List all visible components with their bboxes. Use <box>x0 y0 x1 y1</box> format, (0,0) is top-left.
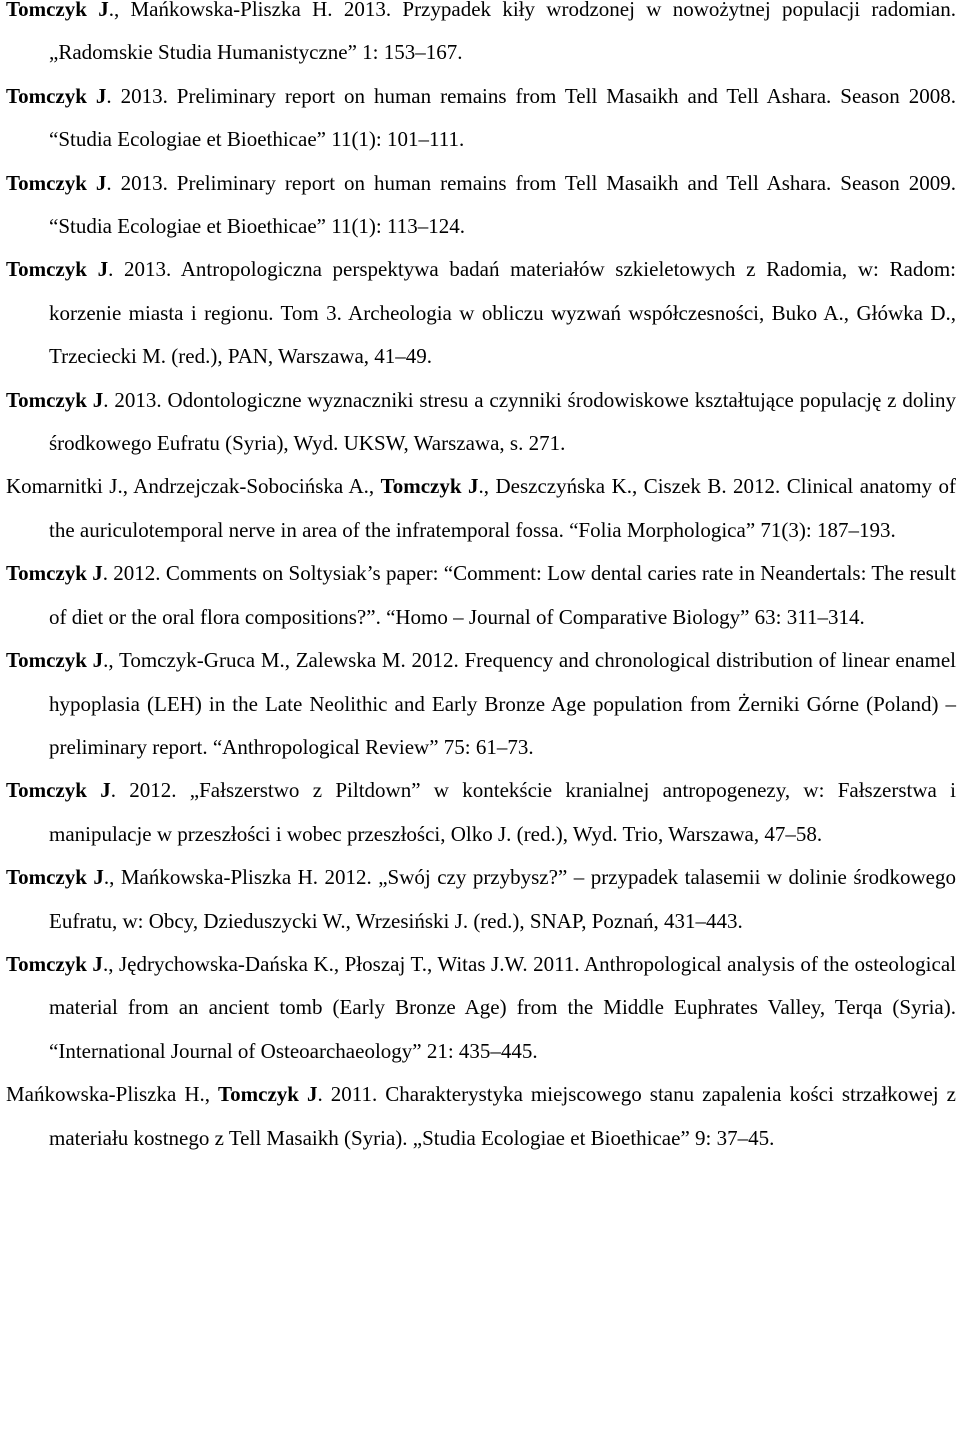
reference-entry <box>0 75 960 162</box>
reference-entry <box>0 465 960 552</box>
reference-text: . 2013. Preliminary report on human remains from Tell Masaikh and Tell Ashara. Season 2009. “Studia Ecologiae et Bioethicae” 11(1): 113–124. <box>49 170 956 239</box>
highlighted-author: Tomczyk J <box>6 561 103 586</box>
reference-text: Mańkowska-Pliszka H., <box>6 1082 219 1107</box>
highlighted-author: Tomczyk J <box>6 257 109 282</box>
highlighted-author: Tomczyk J <box>6 951 103 976</box>
highlighted-author: Tomczyk J <box>380 474 479 499</box>
reference-entry <box>0 552 960 639</box>
reference-text: Komarnitki J., Andrzejczak-Sobocińska A., <box>6 474 381 499</box>
reference-text: ., Tomczyk-Gruca M., Zalewska M. 2012. Frequency and chronological distribution of linear enamel hypoplasia (LEH) in the Late Neolithic and Early Bronze Age population from Żerniki Górne (Poland) – preliminary report. “Anthropological Review” 75: 61–73. <box>49 648 956 759</box>
reference-text: . 2013. Odontologiczne wyznaczniki stresu a czynniki środowiskowe kształtujące populację z doliny środkowego Eufratu (Syria), Wyd. UKSW, Warszawa, s. 271. <box>49 387 956 456</box>
reference-entry <box>0 162 960 249</box>
reference-entry <box>0 856 960 943</box>
highlighted-author: Tomczyk J <box>218 1082 318 1107</box>
reference-text: . 2012. Comments on Soltysiak’s paper: “Comment: Low dental caries rate in Neandertals: The result of diet or the oral flora compositions?”. “Homo – Journal of Comparative Biology” 63: 311–314. <box>49 561 956 629</box>
reference-entry <box>0 639 960 769</box>
highlighted-author: Tomczyk J <box>6 83 107 108</box>
highlighted-author: Tomczyk J <box>6 865 104 890</box>
reference-entry <box>0 943 960 1073</box>
reference-entry <box>0 1073 960 1160</box>
reference-entry <box>0 379 960 466</box>
highlighted-author: Tomczyk J <box>6 648 104 673</box>
reference-text: ., Jędrychowska-Dańska K., Płoszaj T., Witas J.W. 2011. Anthropological analysis of the osteological material from an ancient tomb (Early Bronze Age) from the Middle Euphrates Valley, Terqa (Syria). “International Journal of Osteoarchaeology” 21: 435–445. <box>49 951 956 1063</box>
reference-text: ., Mańkowska-Pliszka H. 2012. „Swój czy przybysz?” – przypadek talasemii w dolinie środkowego Eufratu, w: Obcy, Dzieduszycki W., Wrzesiński J. (red.), SNAP, Poznań, 431–443. <box>49 865 956 933</box>
reference-text: . 2012. „Fałszerstwo z Piltdown” w kontekście kranialnej antropogenezy, w: Fałszerstwa i manipulacje w przeszłości i wobec przeszłości, Olko J. (red.), Wyd. Trio, Warszawa, 47–58. <box>49 778 956 846</box>
highlighted-author: Tomczyk J <box>6 170 107 195</box>
highlighted-author: Tomczyk J <box>6 778 111 803</box>
reference-text: ., Deszczyńska K., Ciszek B. 2012. Clinical anatomy of the auriculotemporal nerve in area of the infratemporal fossa. “Folia Morphologica” 71(3): 187–193. <box>49 474 956 542</box>
reference-text: . 2013. Preliminary report on human remains from Tell Masaikh and Tell Ashara. Season 2008. “Studia Ecologiae et Bioethicae” 11(1): 101–111. <box>49 83 956 152</box>
reference-entry <box>0 0 960 75</box>
reference-text: . 2013. Antropologiczna perspektywa badań materiałów szkieletowych z Radomia, w: Radom: korzenie miasta i regionu. Tom 3. Archeologia w obliczu wyzwań współczesności, Buko A., Główka D., Trzeciecki M. (red.), PAN, Warszawa, 41–49. <box>49 257 956 369</box>
highlighted-author: Tomczyk J <box>6 0 109 21</box>
highlighted-author: Tomczyk J <box>6 387 104 412</box>
reference-text: . 2011. Charakterystyka miejscowego stanu zapalenia kości strzałkowej z materiału kostnego z Tell Masaikh (Syria). „Studia Ecologiae et Bioethicae” 9: 37–45. <box>49 1082 956 1150</box>
reference-entry <box>0 248 960 378</box>
reference-text: ., Mańkowska-Pliszka H. 2013. Przypadek kiły wrodzonej w nowożytnej populacji radomian. „Radomskie Studia Humanistyczne” 1: 153–167. <box>49 0 956 65</box>
reference-entry <box>0 769 960 856</box>
